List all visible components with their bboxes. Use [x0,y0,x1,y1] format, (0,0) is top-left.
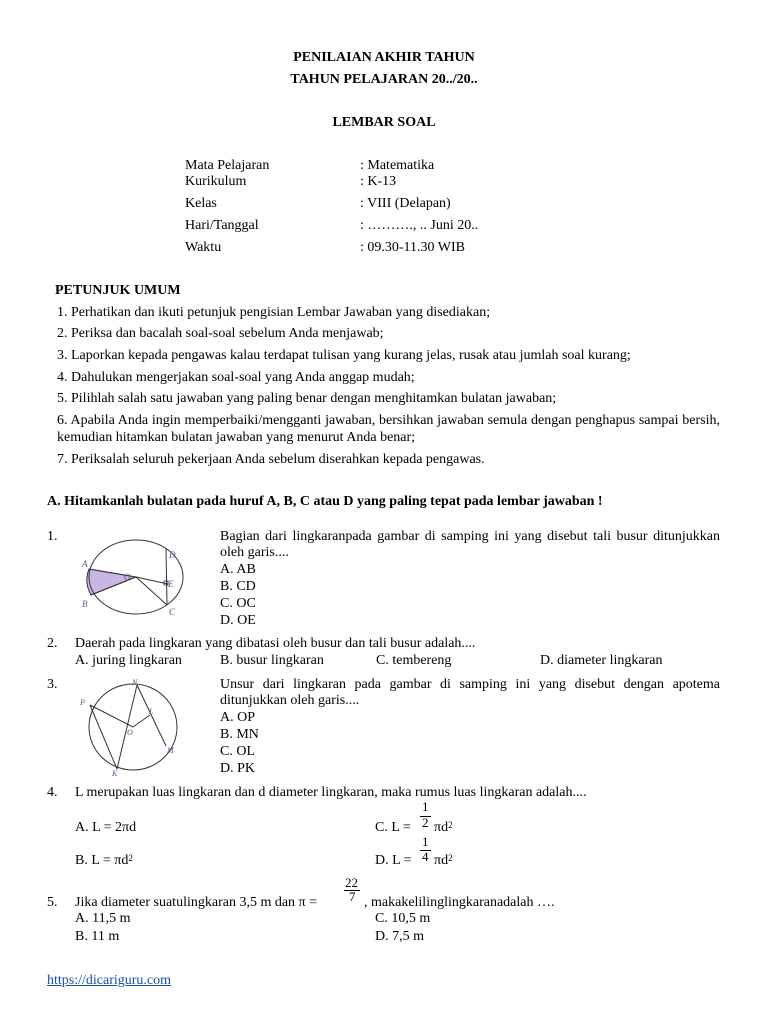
list-item: 1. Perhatikan dan ikuti petunjuk pengisian Lembar Jawaban yang disediakan; [57,305,491,320]
option-d[interactable]: D. OE [220,613,256,628]
info-value: : VIII (Delapan) [360,196,451,211]
option-a[interactable]: A. AB [220,562,256,577]
question-number: 1. [47,529,58,544]
list-item: 6. Apabila Anda ingin memperbaiki/mengganti jawaban, bersihkan jawaban semula dengan penghapus sampai bersih, kemudian hitamkan bulatan jawaban yang menurut Anda benar; [57,413,720,445]
option-a[interactable]: A. L = 2πd [75,820,137,835]
list-item: 7. Periksalah seluruh pekerjaan Anda sebelum diserahkan kepada pengawas. [57,452,485,467]
point-label: A [82,559,88,569]
info-label: Kelas [185,196,217,211]
option-b[interactable]: B. 11 m [75,929,120,944]
option-b[interactable]: B. busur lingkaran [220,653,324,668]
academic-year: TAHUN PELAJARAN 20../20.. [290,72,478,87]
fraction-denominator: 4 [422,849,429,864]
question-number: 2. [47,636,58,651]
option-c-prefix: C. L = [375,820,411,835]
option-a[interactable]: A. juring lingkaran [75,653,182,668]
point-label: O [124,572,131,582]
point-label: M [167,746,174,755]
point-label: E [168,579,174,589]
segment-oe [136,577,168,584]
option-d-prefix: D. L = [375,853,412,868]
chord-nk [117,685,137,769]
info-label: Mata Pelajaran [185,158,270,173]
option-a[interactable]: A. OP [220,710,256,725]
option-d[interactable] [375,853,412,869]
option-b[interactable]: B. $L = \pi d^2$ [75,853,133,868]
info-value: : Matematika [360,158,435,173]
info-label: Kurikulum [185,174,247,189]
point-label: L [149,707,154,716]
list-item: 5. Pilihlah salah satu jawaban yang paling benar dengan menghitamkan bulatan jawaban; [57,391,557,406]
question-number: 4. [47,785,58,800]
option-c[interactable]: C. 10,5 m [375,911,431,926]
footer-link[interactable]: https://dicariguru.com [47,973,172,988]
option-c-suffix: $\pi d^2$ [434,820,453,835]
fraction-numerator: 1 [422,799,429,814]
point-label: D [169,550,176,560]
option-d[interactable]: D. 7,5 m [375,929,424,944]
list-item: 4. Dahulukan mengerjakan soal-soal yang Anda anggap mudah; [57,370,415,385]
info-value: : ………., .. Juni 20.. [360,218,479,233]
fraction-numerator: 22 [345,875,358,890]
list-item: 3. Laporkan kepada pengawas kalau terdapat tulisan yang kurang jelas, rusak atau jumlah soal kurang; [57,348,631,363]
info-value: : 09.30-11.30 WIB [360,240,465,255]
option-a[interactable]: A. 11,5 m [75,911,131,926]
fraction-denominator: 7 [349,889,356,904]
option-c[interactable]: C. OL [220,744,255,759]
option-b[interactable]: B. MN [220,727,259,742]
point-label: K [112,769,118,777]
option-d-suffix: $\pi d^2$ [434,853,453,868]
apothem-ol [133,715,150,727]
circle-diagram [76,677,186,777]
question-text: L merupakan luas lingkaran dan d diameter lingkaran, maka rumus luas lingkaran adalah.... [75,785,587,800]
info-label: Hari/Tanggal [185,218,259,233]
sheet-title: LEMBAR SOAL [332,115,436,130]
question-text: Unsur dari lingkaran pada gambar di samping ini yang disebut dengan apotema ditunjukkan oleh garis.... [220,677,720,708]
point-label: N [132,678,138,687]
info-value: : K-13 [360,174,397,189]
fraction-numerator: 1 [422,834,429,849]
circle-diagram [78,537,188,617]
question-text: Bagian dari lingkaranpada gambar di samping ini yang disebut tali busur ditunjukkan oleh garis.... [220,529,720,560]
radius-oc [136,577,167,605]
question-number: 5. [47,895,58,910]
list-item: 2. Periksa dan bacalah soal-soal sebelum Anda menjawab; [57,326,384,341]
option-b[interactable]: B. CD [220,579,256,594]
option-c[interactable] [375,820,411,836]
instructions-heading: PETUNJUK UMUM [55,283,181,298]
radius-op [90,705,133,727]
option-c[interactable]: C. tembereng [376,653,452,668]
option-d[interactable]: D. diameter lingkaran [540,653,663,668]
point-label: P [80,698,85,707]
point-label: O [127,728,133,737]
question-text: Daerah pada lingkaran yang dibatasi oleh busur dan tali busur adalah.... [75,636,476,651]
option-d[interactable]: D. PK [220,761,256,776]
question-text: Jika diameter suatulingkaran 3,5 m dan π = [75,895,318,910]
section-a-heading: A. Hitamkanlah bulatan pada huruf A, B, C atau D yang paling tepat pada lembar jawaban ! [47,494,603,509]
exam-title: PENILAIAN AKHIR TAHUN [293,50,475,65]
option-c[interactable]: C. OC [220,596,256,611]
chord-cd [166,549,167,605]
point-label: B [82,599,88,609]
point-label: C [169,607,176,617]
fraction-denominator: 2 [422,815,429,830]
question-number: 3. [47,677,58,692]
info-label: Waktu [185,240,222,255]
question-text-suffix: , makakelilinglingkaranadalah …. [364,895,555,910]
